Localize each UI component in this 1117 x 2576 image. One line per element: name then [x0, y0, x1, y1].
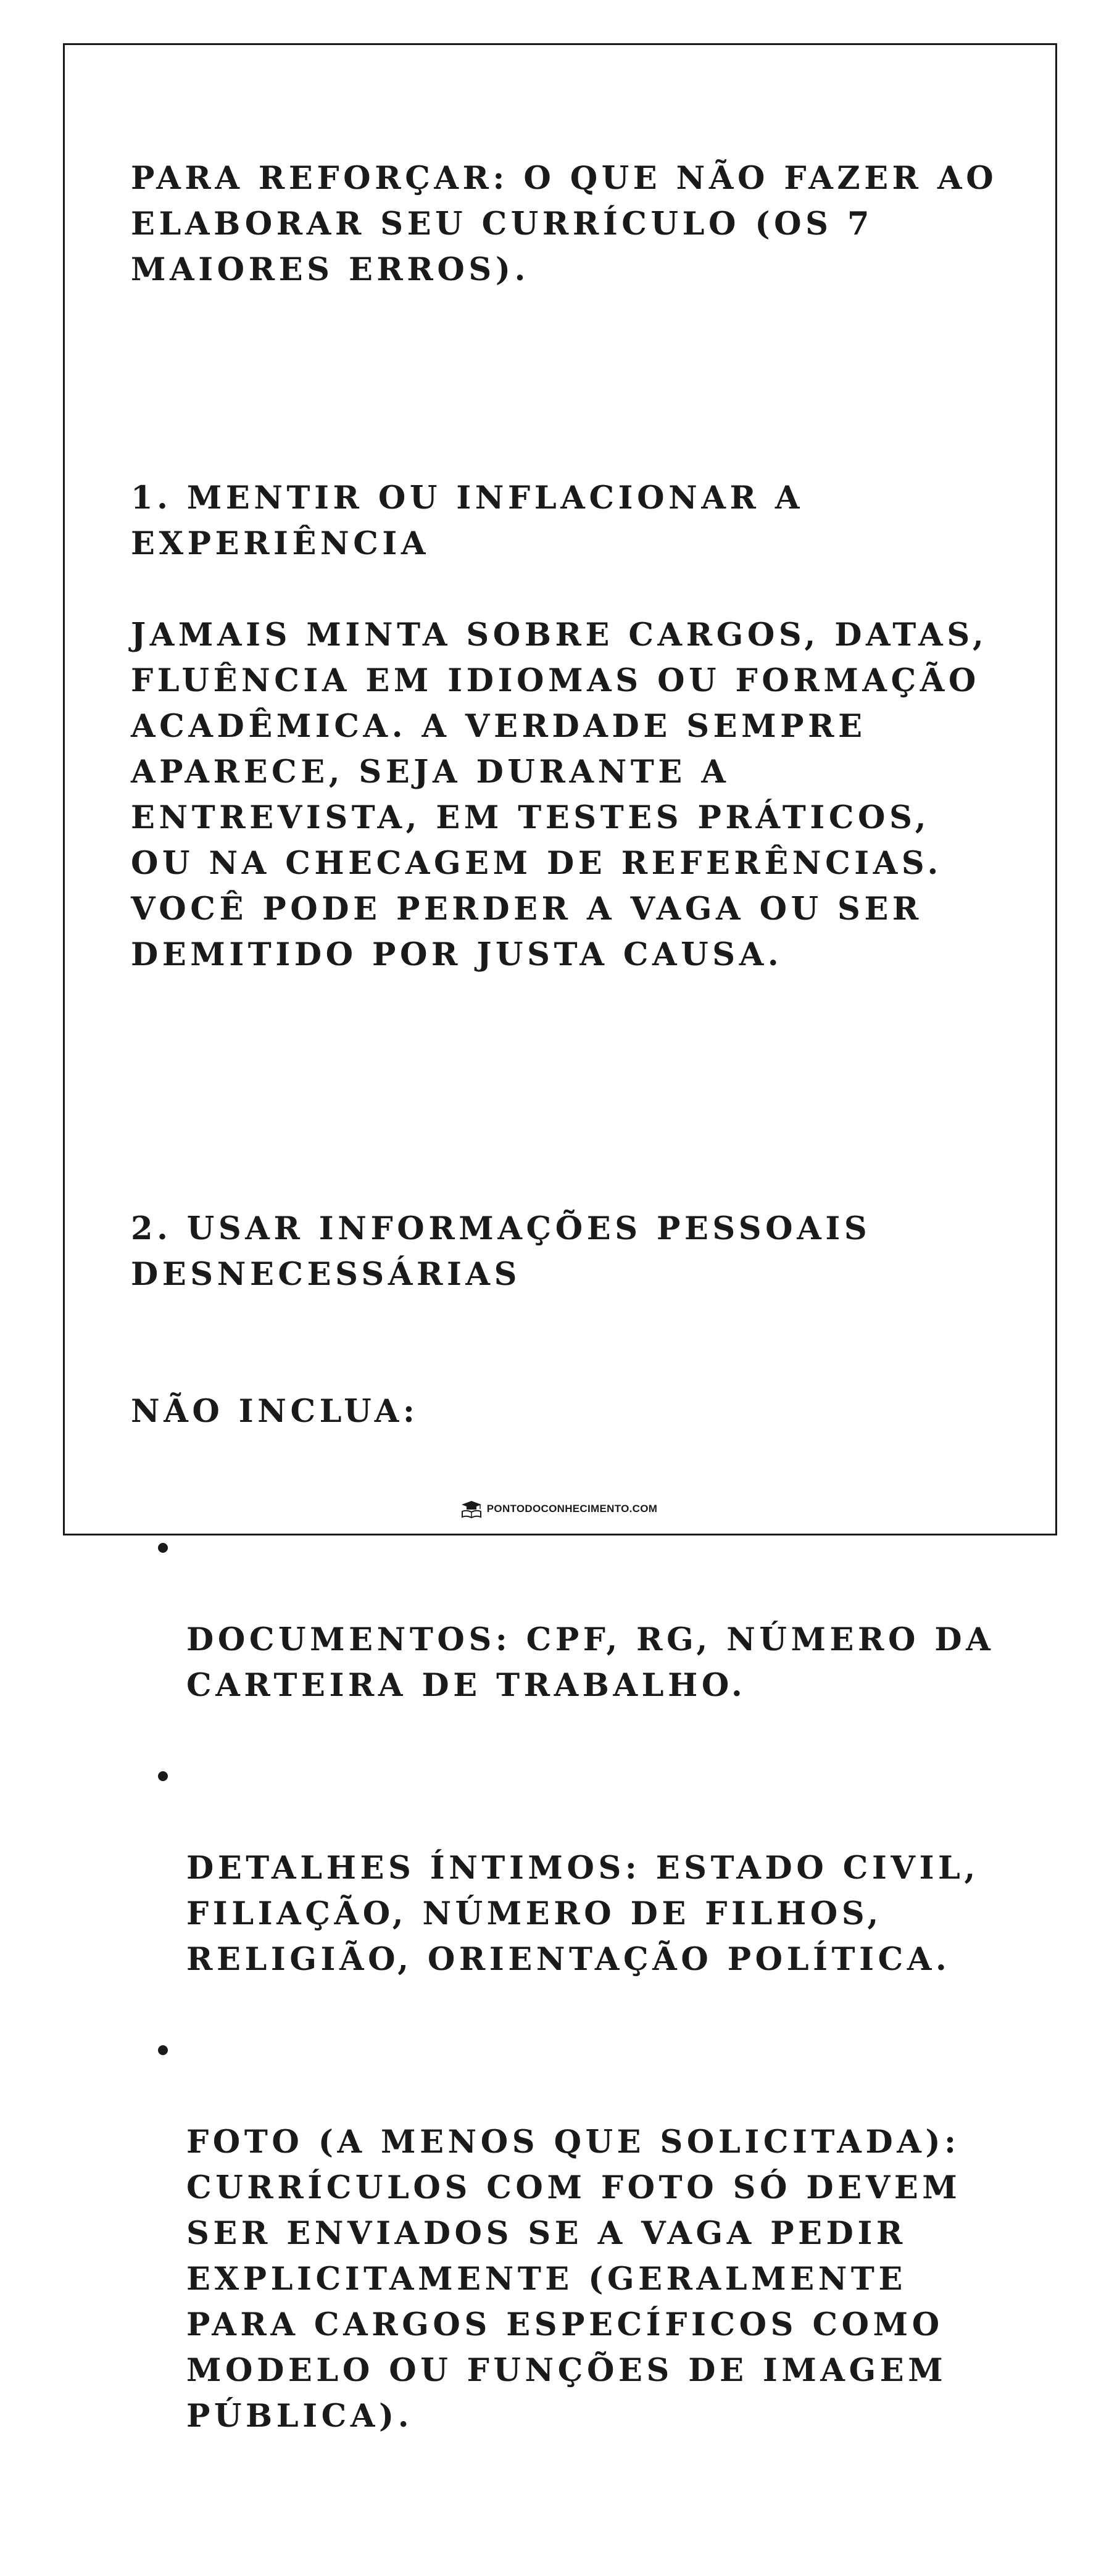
- list-item-text: DOCUMENTOS: CPF, RG, NÚMERO DA CARTEIRA DE TRABALHO.: [186, 1621, 995, 1704]
- footer: [0, 1500, 1117, 1518]
- section-1-title: 1. MENTIR OU INFLACIONAR A EXPERIÊNCIA: [131, 480, 804, 562]
- footer-site-text: PONTODOCONHECIMENTO.COM: [486, 1503, 658, 1514]
- document-body: [131, 110, 1007, 2576]
- section-2-intro: NÃO INCLUA:: [131, 1393, 419, 1430]
- section-1: [131, 430, 1007, 1069]
- section-2: [131, 1160, 1007, 2530]
- section-1-body: JAMAIS MINTA SOBRE CARGOS, DATAS, FLUÊNCIA EM IDIOMAS OU FORMAÇÃO ACADÊMICA. A VERDADE SEMPRE APARECE, SEJA DURANTE A ENTREVISTA, EM TESTES PRÁTICOS, OU NA CHECAGEM DE REFERÊNCIAS. VOCÊ PODE PERDER A VAGA OU SER DEMITIDO POR JUSTA CAUSA.: [131, 617, 988, 973]
- list-item: [131, 1754, 1007, 1982]
- list-item: [131, 1526, 1007, 1708]
- bullet-icon: [158, 1543, 168, 1553]
- list-item-text: DETALHES ÍNTIMOS: ESTADO CIVIL, FILIAÇÃO, NÚMERO DE FILHOS, RELIGIÃO, ORIENTAÇÃO POLÍTICA.: [186, 1850, 979, 1978]
- page-heading: PARA REFORÇAR: O QUE NÃO FAZER AO ELABORAR SEU CURRÍCULO (OS 7 MAIORES ERROS).: [131, 160, 998, 288]
- section-2-bullet-list: [131, 1480, 1007, 2485]
- section-2-title: 2. USAR INFORMAÇÕES PESSOAIS DESNECESSÁRIAS: [131, 1210, 871, 1293]
- list-item: [131, 2028, 1007, 2439]
- bullet-icon: [158, 2045, 168, 2055]
- list-item-text: FOTO (A MENOS QUE SOLICITADA): CURRÍCULOS COM FOTO SÓ DEVEM SER ENVIADOS SE A VAGA PEDIR EXPLICITAMENTE (GERALMENTE PARA CARGOS ESPECÍFICOS COMO MODELO OU FUNÇÕES DE IMAGEM PÚBLICA).: [186, 2124, 961, 2435]
- graduation-cap-book-icon: [460, 1500, 483, 1518]
- bullet-icon: [158, 1771, 168, 1781]
